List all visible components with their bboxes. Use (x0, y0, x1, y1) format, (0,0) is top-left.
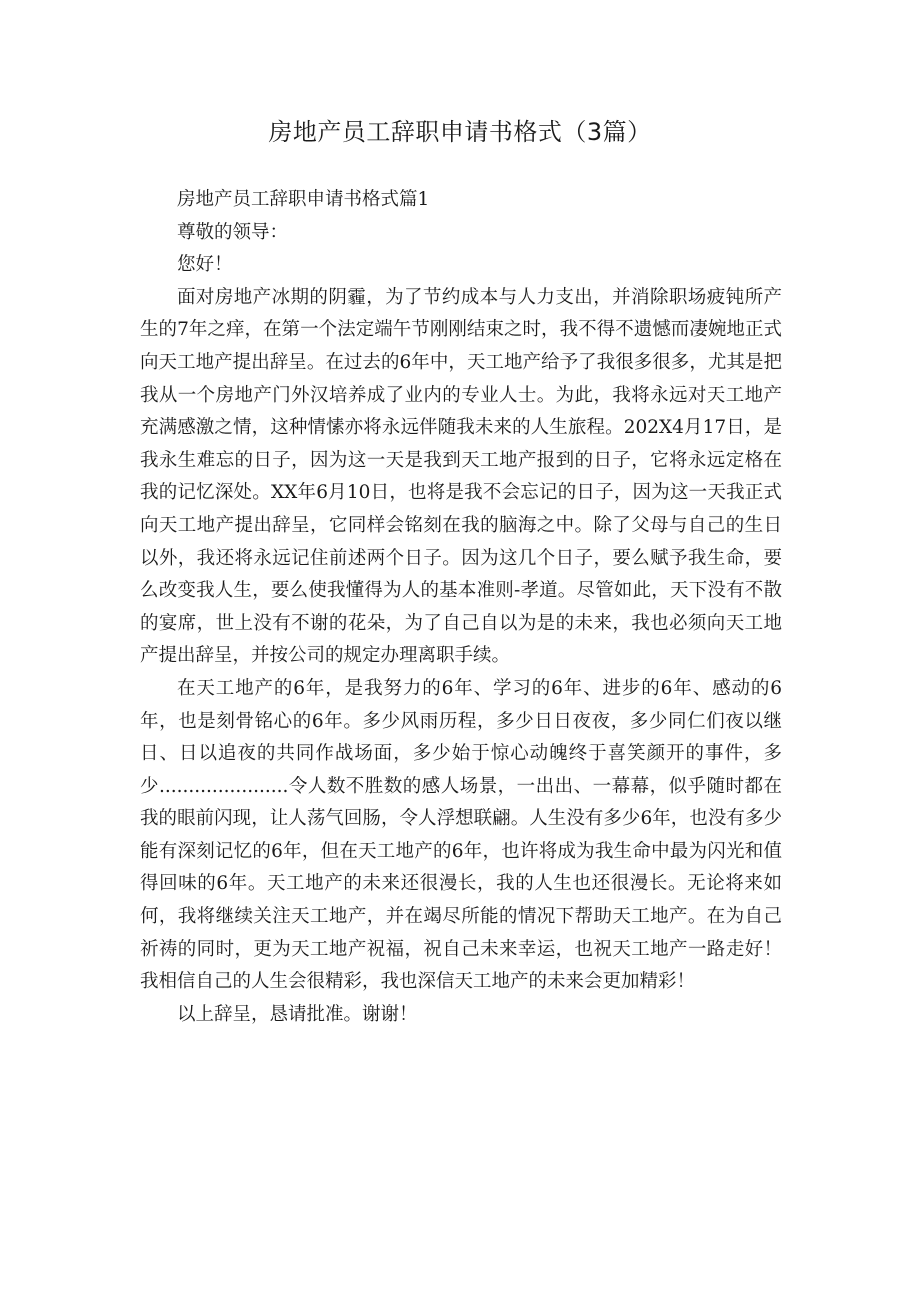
body-paragraph: 在天工地产的6年，是我努力的6年、学习的6年、进步的6年、感动的6年，也是刻骨铭心的6年。多少风雨历程，多少日日夜夜，多少同仁们夜以继日、日以追夜的共同作战场面，多少始于惊心动魄终于喜笑颜开的事件，多少......................令人数不胜数的感人场景，一出出、一幕幕，似乎随时都在我的眼前闪现，让人荡气回肠，令人浮想联翩。人生没有多少6年，也没有多少能有深刻记忆的6年，但在天工地产的6年，也许将成为我生命中最为闪光和值得回味的6年。天工地产的未来还很漫长，我的人生也还很漫长。无论将来如何，我将继续关注天工地产，并在竭尽所能的情况下帮助天工地产。在为自己祈祷的同时，更为天工地产祝福，祝自己未来幸运，也祝天工地产一路走好！我相信自己的人生会很精彩，我也深信天工地产的未来会更加精彩！ (140, 677, 782, 993)
greeting: 您好！ (177, 254, 233, 276)
body-paragraph: 面对房地产冰期的阴霾，为了节约成本与人力支出，并消除职场疲钝所产生的7年之痒，在第一个法定端午节刚刚结束之时，我不得不遗憾而凄婉地正式向天工地产提出辞呈。在过去的6年中，天工地产给予了我很多很多，尤其是把我从一个房地产门外汉培养成了业内的专业人士。为此，我将永远对天工地产充满感激之情，这种情愫亦将永远伴随我未来的人生旅程。202X4月17日，是我永生难忘的日子，因为这一天是我到天工地产报到的日子，它将永远定格在我的记忆深处。XX年6月10日，也将是我不会忘记的日子，因为这一天我正式向天工地产提出辞呈，它同样会铭刻在我的脑海之中。除了父母与自己的生日以外，我还将永远记住前述两个日子。因为这几个日子，要么赋予我生命，要么改变我人生，要么使我懂得为人的基本准则-孝道。尽管如此，天下没有不散的宴席，世上没有不谢的花朵，为了自己自以为是的未来，我也必须向天工地产提出辞呈，并按公司的规定办理离职手续。 (140, 286, 782, 667)
salutation: 尊敬的领导： (177, 221, 289, 243)
section-heading: 房地产员工辞职申请书格式篇1 (177, 189, 430, 210)
document-title: 房地产员工辞职申请书格式（3篇） (268, 118, 652, 146)
closing-line: 以上辞呈，恳请批准。谢谢！ (177, 1003, 418, 1025)
document-body (140, 184, 782, 1031)
